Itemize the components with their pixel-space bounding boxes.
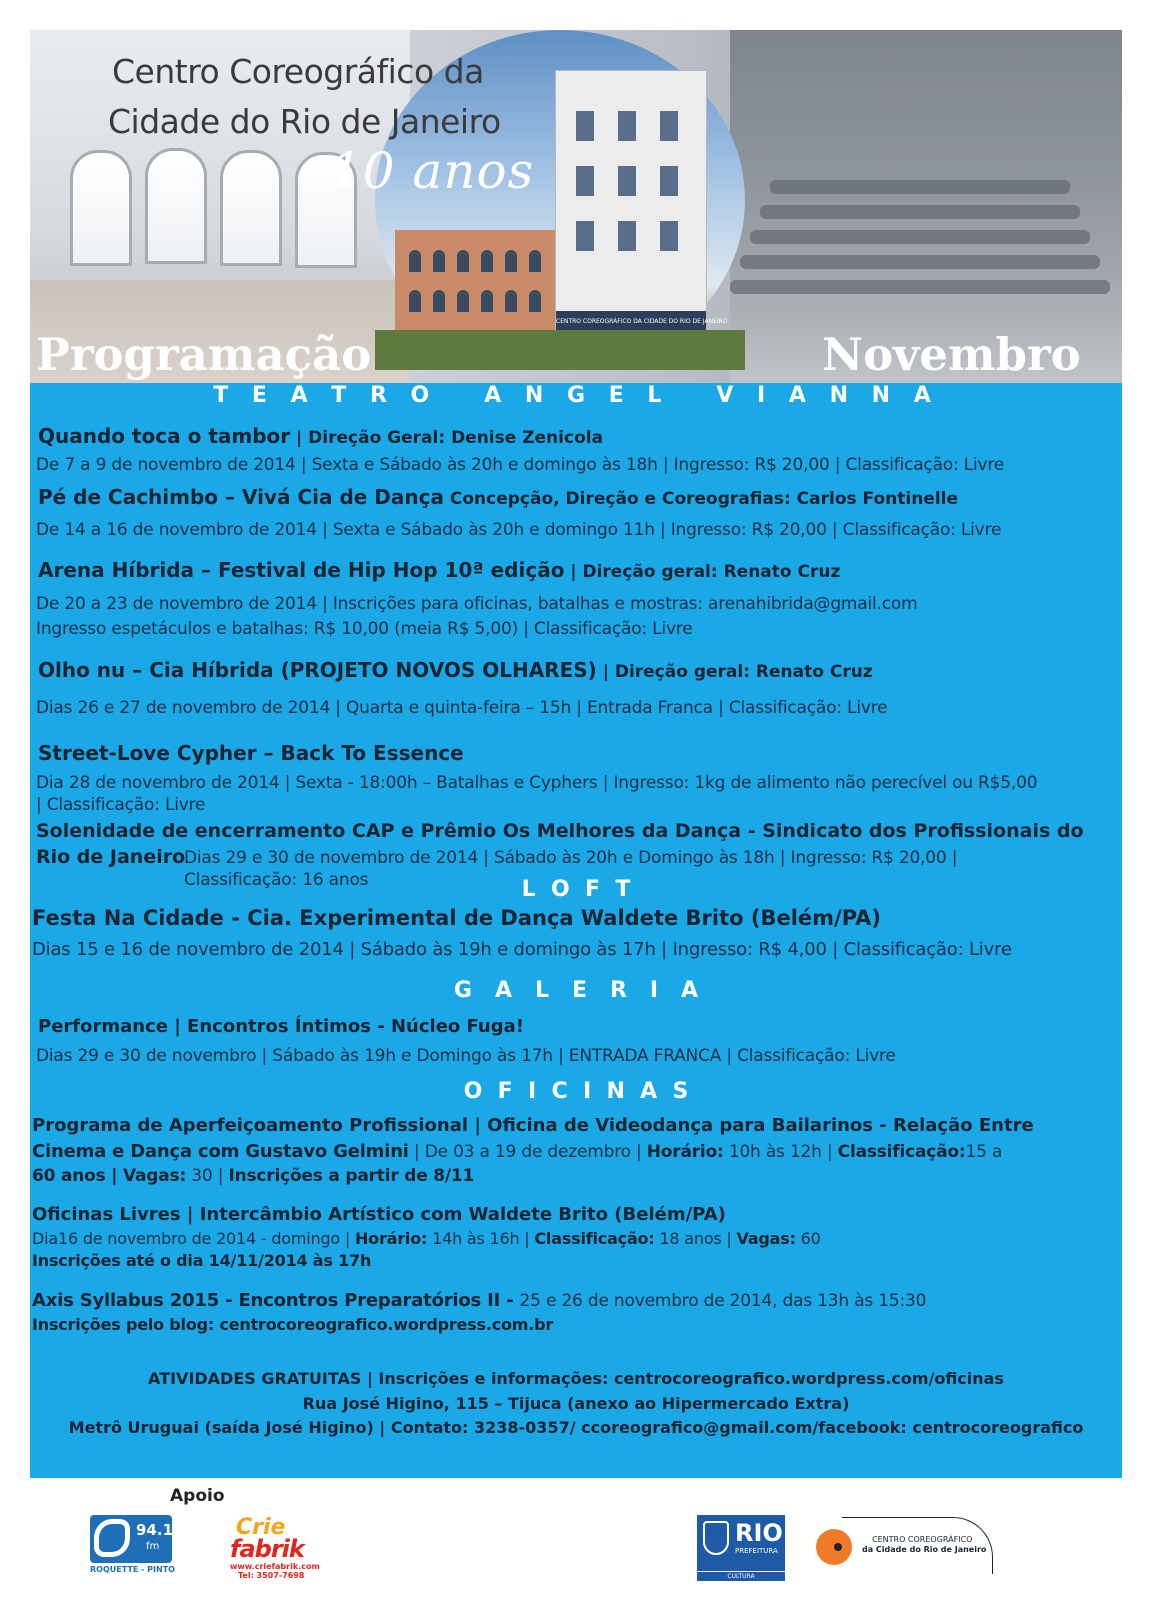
event-info: Dia 28 de novembro de 2014 | Sexta - 18:00h – Batalhas e Cyphers | Ingresso: 1kg de alimento não perecível ou R$5,00 <box>36 773 1038 793</box>
event-info: Dias 15 e 16 de novembro de 2014 | Sábado às 19h e domingo às 17h | Ingresso: R$ 4,00 | Classificação: Livre <box>32 939 1012 960</box>
event-info: | Classificação: Livre <box>36 795 206 815</box>
section-heading-loft: L O F T <box>521 877 631 902</box>
event-title: Festa Na Cidade - Cia. Experimental de Dança Waldete Brito (Belém/PA) <box>32 906 882 930</box>
event-info: Dias 29 e 30 de novembro de 2014 | Sábado às 20h e Domingo às 18h | Ingresso: R$ 20,00 | <box>184 848 958 868</box>
rio-prefeitura-logo: RIO PREFEITURA CULTURA <box>697 1515 785 1581</box>
arched-window <box>70 150 132 266</box>
criefabrik-logo: Crie fabrik www.criefabrik.com Tel: 3507-7698 <box>230 1515 320 1580</box>
section-heading-teatro: T E A T R O A N G E L V I A N N A <box>213 383 939 408</box>
header-title-line1: Centro Coreográfico da <box>112 52 484 91</box>
event-title: Solenidade de encerramento CAP e Prêmio Os Melhores da Dança - Sindicato dos Profissionais do <box>36 820 1084 842</box>
section-heading-galeria: G A L E R I A <box>453 978 699 1003</box>
workshop-info: Cinema e Dança com Gustavo Gelmini | De 03 a 19 de dezembro | Horário: 10h às 12h | Classificação:15 a <box>32 1141 1003 1162</box>
anniversary-label: 10 anos <box>330 142 535 200</box>
event-title: Pé de Cachimbo – Vivá Cia de Dança Concepção, Direção e Coreografias: Carlos Fontinelle <box>38 485 959 509</box>
program-panel <box>30 383 1122 1478</box>
workshop-title: Oficinas Livres | Intercâmbio Artístico com Waldete Brito (Belém/PA) <box>32 1204 726 1225</box>
event-info: De 7 a 9 de novembro de 2014 | Sexta e Sábado às 20h e domingo às 18h | Ingresso: R$ 20,00 | Classificação: Livre <box>36 455 1005 475</box>
month-label: Novembro <box>822 328 1081 381</box>
programacao-label: Programação <box>36 328 372 381</box>
arched-window <box>145 148 207 264</box>
building-sign: CENTRO COREOGRÁFICO DA CIDADE DO RIO DE JANEIRO <box>556 311 706 333</box>
event-title: Quando toca o tambor | Direção Geral: Denise Zenicola <box>38 424 604 448</box>
workshop-info: Inscrições pelo blog: centrocoreografico.wordpress.com.br <box>32 1315 554 1334</box>
workshop-info: Inscrições até o dia 14/11/2014 às 17h <box>32 1251 372 1270</box>
coat-of-arms-icon <box>703 1521 729 1555</box>
centro-coreografico-logo: CENTRO COREOGRÁFICO da Cidade do Rio de Janeiro <box>816 1515 992 1583</box>
workshop-info: Dia16 de novembro de 2014 - domingo | Horário: 14h às 16h | Classificação: 18 anos | Vagas: 60 <box>32 1229 821 1248</box>
workshop-title: Axis Syllabus 2015 - Encontros Preparatórios II - 25 e 26 de novembro de 2014, das 13h às 15:30 <box>32 1290 927 1311</box>
event-info: Dias 26 e 27 de novembro de 2014 | Quarta e quinta-feira – 15h | Entrada Franca | Classificação: Livre <box>36 698 888 718</box>
workshop-title: Programa de Aperfeiçoamento Profissional | Oficina de Videodança para Bailarinos - Relação Entre <box>32 1115 1034 1136</box>
event-info: Dias 29 e 30 de novembro | Sábado às 19h e Domingo às 17h | ENTRADA FRANCA | Classificação: Livre <box>36 1046 896 1066</box>
event-title: Rio de Janeiro <box>36 846 186 868</box>
tower-building <box>555 70 728 362</box>
section-heading-oficinas: O F I C I N A S <box>463 1079 689 1104</box>
workshop-info: 60 anos | Vagas: 30 | Inscrições a partir de 8/11 <box>32 1166 475 1186</box>
event-info: Ingresso espetáculos e batalhas: R$ 10,00 (meia R$ 5,00) | Classificação: Livre <box>36 619 693 639</box>
event-title: Performance | Encontros Íntimos - Núcleo Fuga! <box>38 1016 524 1037</box>
apoio-label: Apoio <box>170 1486 225 1506</box>
event-info: Classificação: 16 anos <box>184 870 369 890</box>
header-title-line2: Cidade do Rio de Janeiro <box>108 102 501 141</box>
trees <box>375 330 745 370</box>
radio-roquette-pinto-logo: 94.1 fm ROQUETTE - PINTO <box>90 1515 172 1575</box>
footer-line: ATIVIDADES GRATUITAS | Inscrições e informações: centrocoreografico.wordpress.com/oficinas <box>148 1369 1004 1388</box>
event-info: De 14 a 16 de novembro de 2014 | Sexta e Sábado às 20h e domingo 11h | Ingresso: R$ 20,00 | Classificação: Livre <box>36 520 1002 540</box>
event-info: De 20 a 23 de novembro de 2014 | Inscrições para oficinas, batalhas e mostras: arenahibrida@gmail.com <box>36 594 918 614</box>
footer-address: Rua José Higino, 115 – Tijuca (anexo ao Hipermercado Extra) <box>302 1394 850 1413</box>
footer-contact: Metrô Uruguai (saída José Higino) | Contato: 3238-0357/ ccoreografico@gmail.com/facebook: centrocoreografico <box>68 1418 1084 1437</box>
event-title: Olho nu – Cia Híbrida (PROJETO NOVOS OLHARES) | Direção geral: Renato Cruz <box>38 658 873 682</box>
event-title: Arena Híbrida – Festival de Hip Hop 10ª edição | Direção geral: Renato Cruz <box>38 558 841 582</box>
arched-window <box>220 150 282 266</box>
event-title: Street-Love Cypher – Back To Essence <box>38 741 464 765</box>
